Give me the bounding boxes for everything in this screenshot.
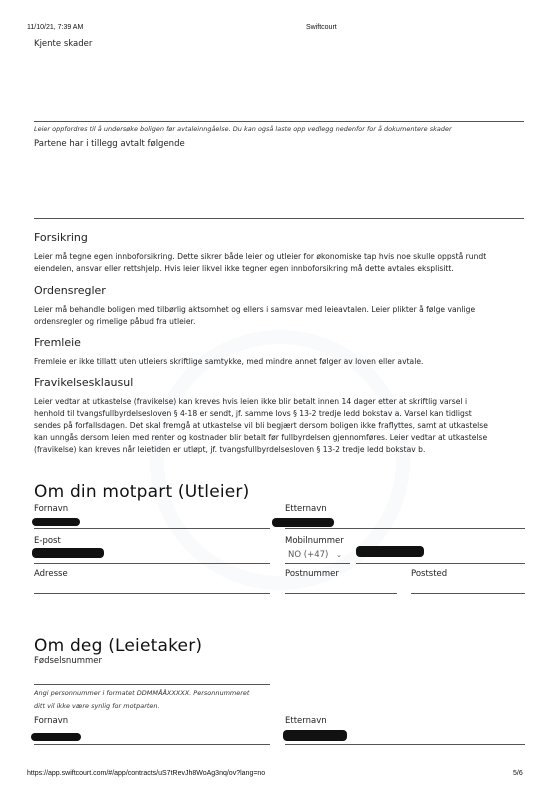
additional-terms-field[interactable] [34,218,524,219]
inspection-note: Leier oppfordres til å undersøke boligen før avtaleinngåelse. Du kan også laste opp vedlegg nedenfor for å dokumentere skader [34,125,452,133]
known-damages-label: Kjente skader [34,39,93,49]
country-code-value: NO (+47) [288,550,329,560]
landlord-last-name-label: Etternavn [285,504,327,514]
section-text-eviction-line-1: Leier vedtar at utkastelse (fravikelse) kan kreves hvis leien ikke blir betalt innen 14 dager etter at skriftlig varsel i [34,397,468,406]
section-text-insurance-line-1: Leier må tegne egen innboforsikring. Dette sikrer både leier og utleier for økonomiske tap hvis noe skulle oppstå rundt [34,252,487,261]
landlord-email-label: E-post [34,536,61,546]
tenant-first-name-redacted [31,733,81,741]
print-site-title: Swiftcourt [306,24,337,31]
landlord-city-label: Poststed [411,569,448,579]
section-heading-sublet: Fremleie [34,336,81,349]
landlord-last-name-field[interactable] [285,528,525,529]
tenant-last-name-label: Etternavn [285,716,327,726]
tenant-ssn-note-line-2: ditt vil ikke være synlig for motparten. [34,702,160,710]
landlord-address-label: Adresse [34,569,68,579]
tenant-last-name-redacted [283,730,347,741]
landlord-last-name-redacted [272,518,334,527]
landlord-mobile-label: Mobilnummer [285,536,344,546]
section-text-eviction-line-2: henhold til tvangsfullbyrdelsesloven § 4-18 er sendt, jf. samme lovs § 13-2 tredje ledd bokstav a. Varsel kan tidligst [34,409,472,418]
tenant-ssn-field[interactable] [34,684,270,685]
landlord-first-name-field[interactable] [34,528,270,529]
section-text-house-rules-line-1: Leier må behandle boligen med tilbørlig aktsomhet og ellers i samsvar med leieavtalen. Leier plikter å følge vanlige [34,305,476,314]
section-text-eviction-line-4: kan unngås dersom leien med renter og kostnader blir betalt før fullbyrdelsen gjennomføres. Leier vedtar at utkastelse [34,433,488,442]
landlord-city-field[interactable] [411,593,525,594]
landlord-first-name-redacted [32,518,80,526]
landlord-email-redacted [32,548,104,558]
landlord-mobile-redacted [356,546,424,557]
landlord-address-field[interactable] [34,593,270,594]
section-heading-house-rules: Ordensregler [34,284,106,297]
landlord-postal-code-label: Postnummer [285,569,339,579]
landlord-mobile-field[interactable] [356,563,525,564]
landlord-first-name-label: Fornavn [34,504,69,514]
landlord-section-title: Om din motpart (Utleier) [34,482,250,502]
landlord-email-field[interactable] [34,563,270,564]
country-code-underline [285,563,350,564]
tenant-section-title: Om deg (Leietaker) [34,636,203,656]
print-datetime: 11/10/21, 7:39 AM [27,24,84,31]
section-text-eviction-line-3: sendes på forfallsdagen. Det skal fremgå at utkastelse vil bli begjært dersom boligen ikke fraflyttes, samt at utkastelse [34,421,488,430]
print-page-number: 5/6 [513,770,523,777]
landlord-postal-code-field[interactable] [285,593,397,594]
additional-terms-label: Partene har i tillegg avtalt følgende [34,139,185,149]
section-text-sublet-line-1: Fremleie er ikke tillatt uten utleiers skriftlige samtykke, med mindre annet følger av loven eller avtale. [34,357,424,366]
tenant-ssn-note-line-1: Angi personnummer i formatet DDMMÅÅXXXXX. Personnummeret [34,689,250,697]
country-code-select[interactable] [288,550,342,560]
tenant-ssn-label: Fødselsnummer [34,656,102,666]
chevron-down-icon: ⌄ [336,551,342,559]
tenant-first-name-label: Fornavn [34,716,69,726]
tenant-first-name-field[interactable] [34,744,270,745]
section-text-eviction-line-5: (fravikelse) kan kreves når leietiden er utløpt, jf. tvangsfullbyrdelsesloven § 13-2 tredje ledd bokstav b. [34,445,426,454]
known-damages-field[interactable] [34,121,524,122]
print-footer-url[interactable]: https://app.swiftcourt.com/#/app/contracts/uS7tRevJh8WoAg3nq/ov?lang=no [27,770,266,777]
section-text-insurance-line-2: eiendelen, ansvar eller rettshjelp. Hvis leier likvel ikke tegner egen innboforsikring må dette avtales eksplisitt. [34,264,454,273]
section-heading-insurance: Forsikring [34,231,88,244]
section-heading-eviction: Fravikelsesklausul [34,376,134,389]
section-text-house-rules-line-2: ordensregler og rimelige påbud fra utleier. [34,317,196,326]
tenant-last-name-field[interactable] [285,744,525,745]
